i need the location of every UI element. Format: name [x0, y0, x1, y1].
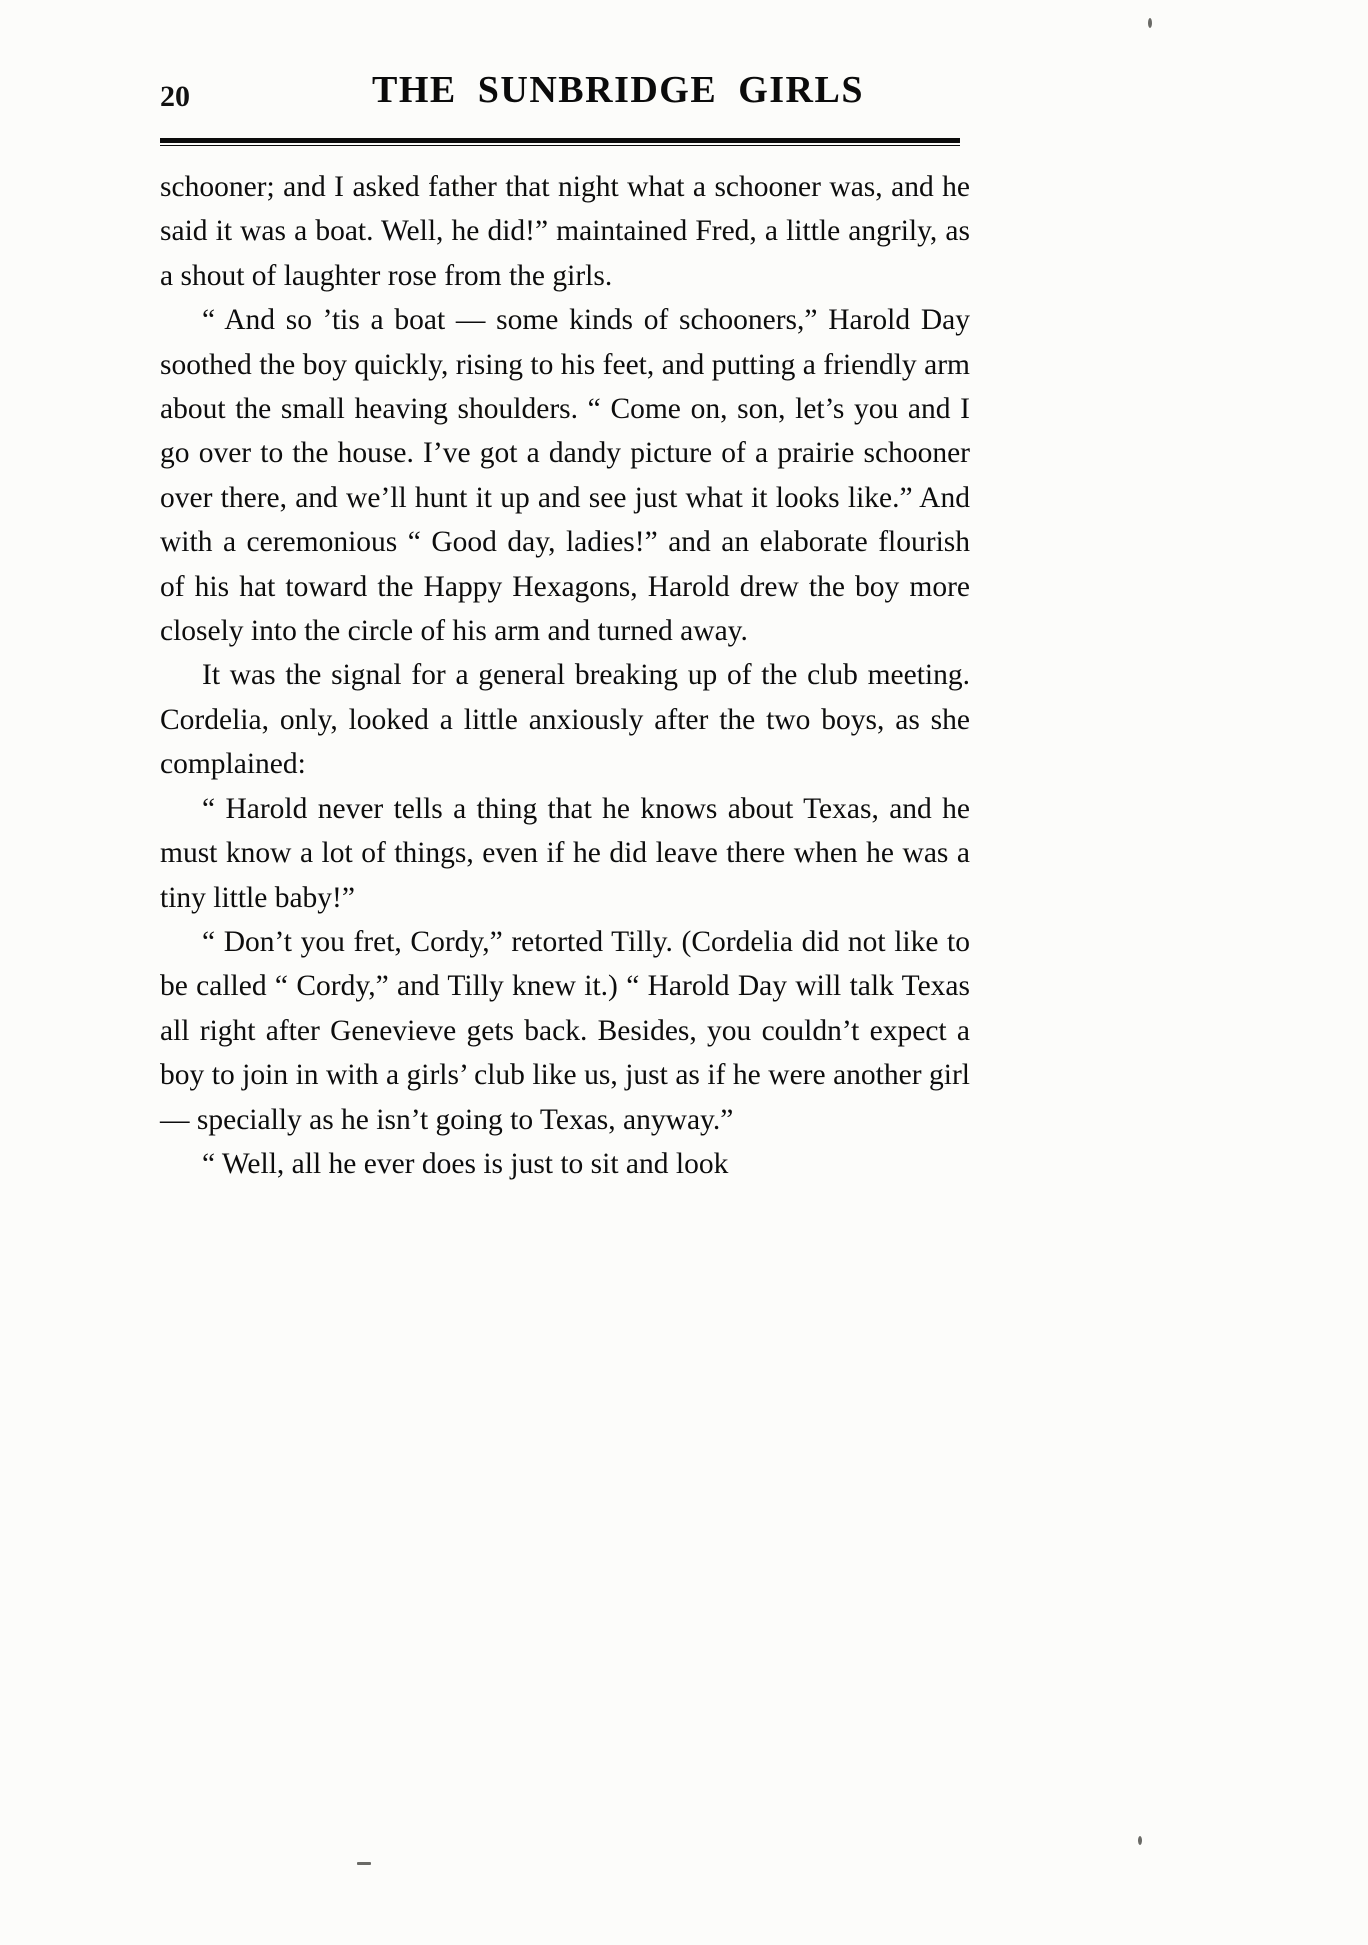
paragraph: It was the signal for a general breaking up of the club meeting. Cordelia, only, looked a little anxiously after the two boys, as she complained:	[160, 659, 970, 781]
paragraph: “ Harold never tells a thing that he knows about Texas, and he must know a lot of things, even if he did leave there when he was a tiny little baby!”	[160, 792, 970, 914]
header-rule-thin	[160, 145, 960, 146]
body-text	[160, 165, 970, 1186]
page-number: 20	[160, 80, 190, 113]
paragraph: “ Well, all he ever does is just to sit and look	[202, 1147, 729, 1180]
paragraph: “ Don’t you fret, Cordy,” retorted Tilly. (Cordelia did not like to be called “ Cordy,” and Tilly knew it.) “ Harold Day will talk Texas all right after Genevieve gets back. Besides, you couldn’t expect a boy to join in with a girls’ club like us, just as if he were another girl — specially as he isn’t going to Texas, anyway.”	[160, 925, 970, 1136]
running-head-title: THE SUNBRIDGE GIRLS	[372, 69, 864, 111]
scan-speck	[1148, 18, 1152, 28]
paragraph: schooner; and I asked father that night what a schooner was, and he said it was a boat. Well, he did!” maintained Fred, a little angrily, as a shout of laughter rose from the girls.	[160, 171, 970, 292]
scan-speck	[1138, 1836, 1142, 1845]
paragraph: “ And so ’tis a boat — some kinds of schooners,” Harold Day soothed the boy quickly, rising to his feet, and putting a friendly arm about the small heaving shoulders. “ Come on, son, let’s you and I go over to the house. I’ve got a dandy picture of a prairie schooner over there, and we’ll hunt it up and see just what it looks like.” And with a ceremonious “ Good day, ladies!” and an elaborate flourish of his hat toward the Happy Hexagons, Harold drew the boy more closely into the circle of his arm and turned away.	[160, 304, 970, 648]
page-content	[160, 60, 970, 1180]
page-header	[160, 60, 960, 130]
header-rule-thick	[160, 138, 960, 143]
scan-speck	[357, 1862, 371, 1865]
